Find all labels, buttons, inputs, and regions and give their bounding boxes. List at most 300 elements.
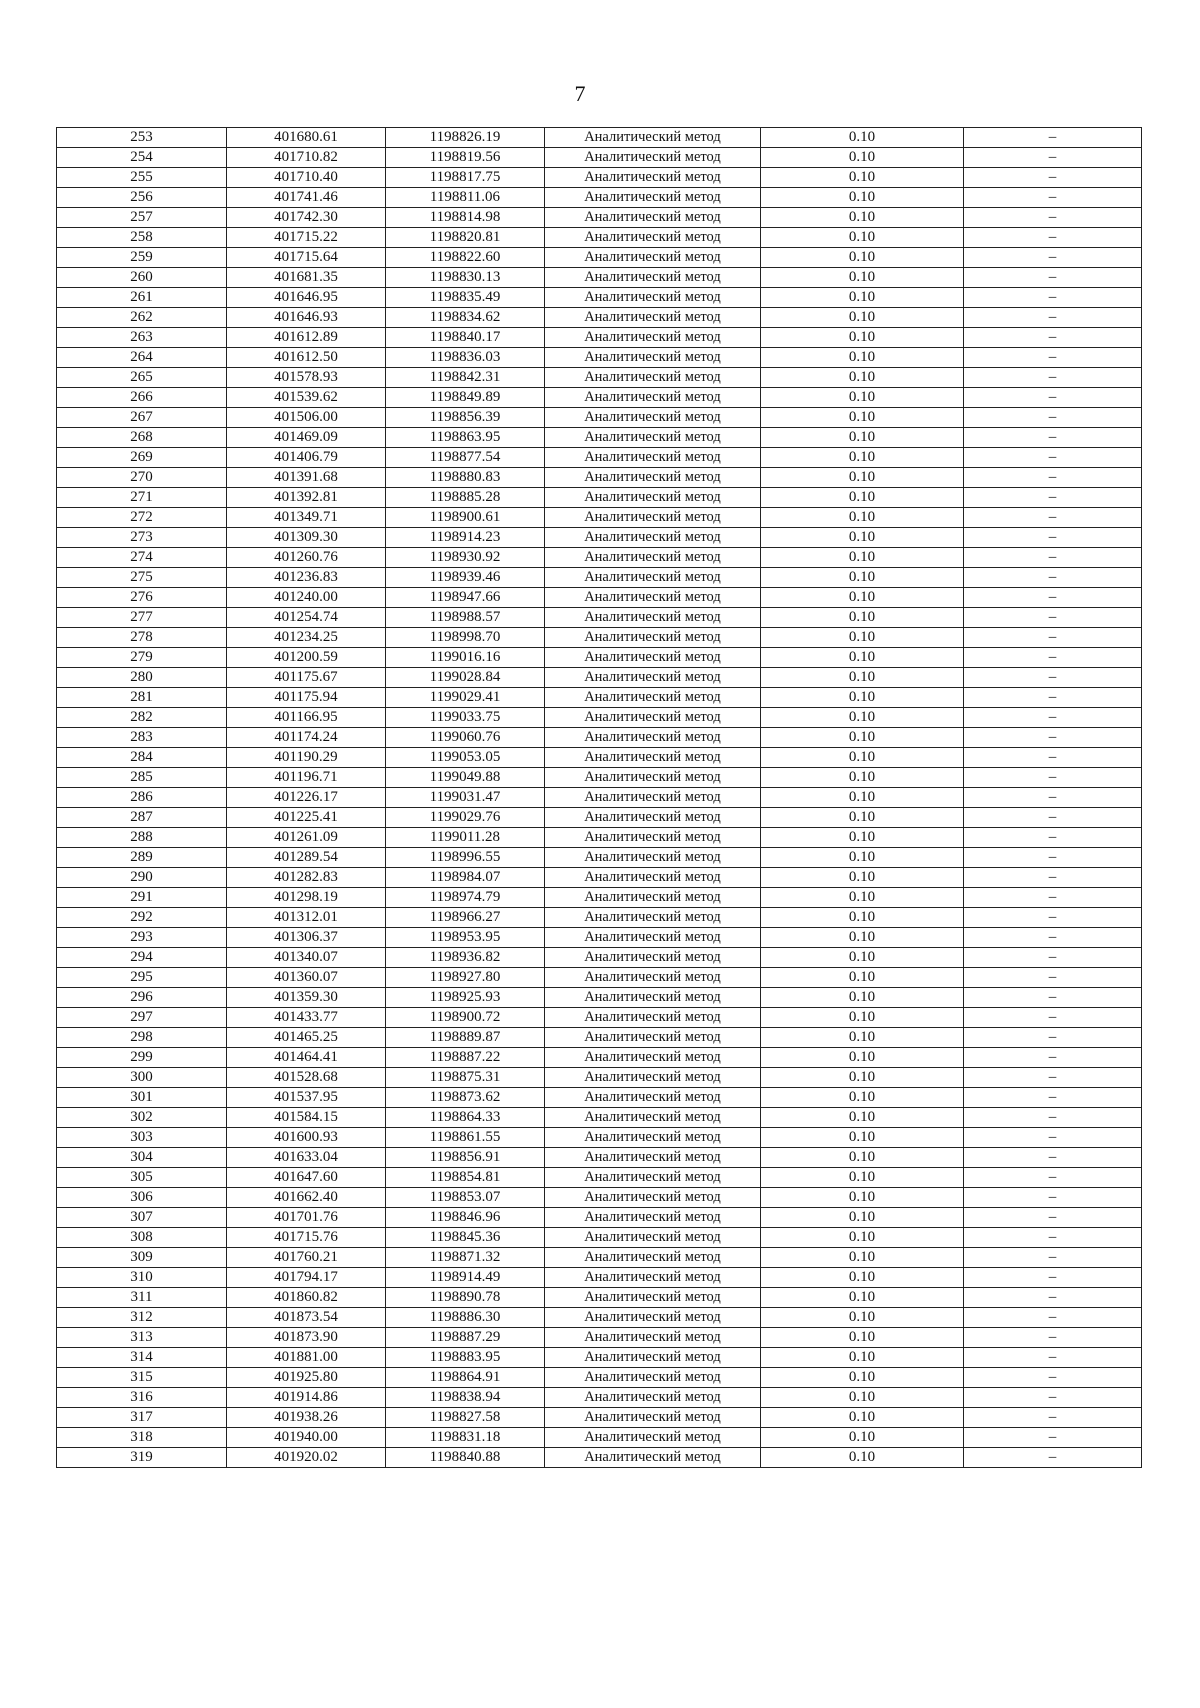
y-coordinate-cell: 1198830.13: [386, 268, 545, 288]
y-coordinate-cell: 1198900.61: [386, 508, 545, 528]
accuracy-cell: 0.10: [761, 208, 964, 228]
y-coordinate-cell: 1198811.06: [386, 188, 545, 208]
note-cell: –: [964, 1148, 1142, 1168]
y-coordinate-cell: 1199060.76: [386, 728, 545, 748]
point-number-cell: 283: [57, 728, 227, 748]
x-coordinate-cell: 401254.74: [227, 608, 386, 628]
accuracy-cell: 0.10: [761, 1348, 964, 1368]
x-coordinate-cell: 401715.64: [227, 248, 386, 268]
point-number-cell: 292: [57, 908, 227, 928]
method-cell: Аналитический метод: [545, 868, 761, 888]
x-coordinate-cell: 401340.07: [227, 948, 386, 968]
method-cell: Аналитический метод: [545, 728, 761, 748]
y-coordinate-cell: 1198875.31: [386, 1068, 545, 1088]
accuracy-cell: 0.10: [761, 1268, 964, 1288]
table-row: [57, 1388, 1142, 1408]
x-coordinate-cell: 401680.61: [227, 128, 386, 148]
y-coordinate-cell: 1198854.81: [386, 1168, 545, 1188]
method-cell: Аналитический метод: [545, 328, 761, 348]
note-cell: –: [964, 468, 1142, 488]
point-number-cell: 286: [57, 788, 227, 808]
table-row: [57, 1428, 1142, 1448]
table-row: [57, 928, 1142, 948]
table-row: [57, 1208, 1142, 1228]
accuracy-cell: 0.10: [761, 1448, 964, 1468]
note-cell: –: [964, 448, 1142, 468]
method-cell: Аналитический метод: [545, 968, 761, 988]
method-cell: Аналитический метод: [545, 448, 761, 468]
method-cell: Аналитический метод: [545, 308, 761, 328]
point-number-cell: 290: [57, 868, 227, 888]
table-row: [57, 1228, 1142, 1248]
accuracy-cell: 0.10: [761, 1248, 964, 1268]
table-row: [57, 728, 1142, 748]
x-coordinate-cell: 401914.86: [227, 1388, 386, 1408]
accuracy-cell: 0.10: [761, 228, 964, 248]
y-coordinate-cell: 1198900.72: [386, 1008, 545, 1028]
method-cell: Аналитический метод: [545, 1308, 761, 1328]
method-cell: Аналитический метод: [545, 168, 761, 188]
point-number-cell: 273: [57, 528, 227, 548]
point-number-cell: 294: [57, 948, 227, 968]
accuracy-cell: 0.10: [761, 848, 964, 868]
y-coordinate-cell: 1198838.94: [386, 1388, 545, 1408]
note-cell: –: [964, 368, 1142, 388]
note-cell: –: [964, 1008, 1142, 1028]
x-coordinate-cell: 401662.40: [227, 1188, 386, 1208]
method-cell: Аналитический метод: [545, 568, 761, 588]
x-coordinate-cell: 401282.83: [227, 868, 386, 888]
table-row: [57, 648, 1142, 668]
note-cell: –: [964, 768, 1142, 788]
y-coordinate-cell: 1198914.49: [386, 1268, 545, 1288]
method-cell: Аналитический метод: [545, 588, 761, 608]
x-coordinate-cell: 401289.54: [227, 848, 386, 868]
x-coordinate-cell: 401537.95: [227, 1088, 386, 1108]
note-cell: –: [964, 1188, 1142, 1208]
method-cell: Аналитический метод: [545, 1068, 761, 1088]
method-cell: Аналитический метод: [545, 1368, 761, 1388]
accuracy-cell: 0.10: [761, 1028, 964, 1048]
accuracy-cell: 0.10: [761, 408, 964, 428]
table-row: [57, 308, 1142, 328]
table-row: [57, 1108, 1142, 1128]
note-cell: –: [964, 268, 1142, 288]
note-cell: –: [964, 1288, 1142, 1308]
y-coordinate-cell: 1198819.56: [386, 148, 545, 168]
y-coordinate-cell: 1199011.28: [386, 828, 545, 848]
point-number-cell: 311: [57, 1288, 227, 1308]
x-coordinate-cell: 401715.22: [227, 228, 386, 248]
note-cell: –: [964, 628, 1142, 648]
accuracy-cell: 0.10: [761, 748, 964, 768]
note-cell: –: [964, 1048, 1142, 1068]
accuracy-cell: 0.10: [761, 1128, 964, 1148]
accuracy-cell: 0.10: [761, 368, 964, 388]
point-number-cell: 318: [57, 1428, 227, 1448]
note-cell: –: [964, 128, 1142, 148]
y-coordinate-cell: 1198974.79: [386, 888, 545, 908]
x-coordinate-cell: 401925.80: [227, 1368, 386, 1388]
accuracy-cell: 0.10: [761, 1048, 964, 1068]
note-cell: –: [964, 248, 1142, 268]
accuracy-cell: 0.10: [761, 528, 964, 548]
accuracy-cell: 0.10: [761, 1328, 964, 1348]
point-number-cell: 270: [57, 468, 227, 488]
x-coordinate-cell: 401175.94: [227, 688, 386, 708]
note-cell: –: [964, 328, 1142, 348]
y-coordinate-cell: 1198871.32: [386, 1248, 545, 1268]
method-cell: Аналитический метод: [545, 608, 761, 628]
x-coordinate-cell: 401465.25: [227, 1028, 386, 1048]
point-number-cell: 306: [57, 1188, 227, 1208]
x-coordinate-cell: 401681.35: [227, 268, 386, 288]
method-cell: Аналитический метод: [545, 788, 761, 808]
method-cell: Аналитический метод: [545, 808, 761, 828]
method-cell: Аналитический метод: [545, 548, 761, 568]
accuracy-cell: 0.10: [761, 888, 964, 908]
point-number-cell: 257: [57, 208, 227, 228]
accuracy-cell: 0.10: [761, 868, 964, 888]
method-cell: Аналитический метод: [545, 488, 761, 508]
y-coordinate-cell: 1198822.60: [386, 248, 545, 268]
accuracy-cell: 0.10: [761, 1228, 964, 1248]
note-cell: –: [964, 1388, 1142, 1408]
note-cell: –: [964, 868, 1142, 888]
x-coordinate-cell: 401175.67: [227, 668, 386, 688]
accuracy-cell: 0.10: [761, 928, 964, 948]
x-coordinate-cell: 401312.01: [227, 908, 386, 928]
table-row: [57, 1168, 1142, 1188]
point-number-cell: 265: [57, 368, 227, 388]
point-number-cell: 307: [57, 1208, 227, 1228]
point-number-cell: 259: [57, 248, 227, 268]
x-coordinate-cell: 401200.59: [227, 648, 386, 668]
x-coordinate-cell: 401646.95: [227, 288, 386, 308]
method-cell: Аналитический метод: [545, 1228, 761, 1248]
x-coordinate-cell: 401539.62: [227, 388, 386, 408]
x-coordinate-cell: 401600.93: [227, 1128, 386, 1148]
method-cell: Аналитический метод: [545, 1388, 761, 1408]
accuracy-cell: 0.10: [761, 1408, 964, 1428]
table-row: [57, 1068, 1142, 1088]
note-cell: –: [964, 408, 1142, 428]
method-cell: Аналитический метод: [545, 1188, 761, 1208]
y-coordinate-cell: 1198845.36: [386, 1228, 545, 1248]
table-row: [57, 708, 1142, 728]
method-cell: Аналитический метод: [545, 948, 761, 968]
y-coordinate-cell: 1198877.54: [386, 448, 545, 468]
point-number-cell: 275: [57, 568, 227, 588]
table-row: [57, 848, 1142, 868]
note-cell: –: [964, 208, 1142, 228]
x-coordinate-cell: 401433.77: [227, 1008, 386, 1028]
point-number-cell: 315: [57, 1368, 227, 1388]
accuracy-cell: 0.10: [761, 588, 964, 608]
x-coordinate-cell: 401715.76: [227, 1228, 386, 1248]
x-coordinate-cell: 401406.79: [227, 448, 386, 468]
method-cell: Аналитический метод: [545, 1128, 761, 1148]
note-cell: –: [964, 1248, 1142, 1268]
accuracy-cell: 0.10: [761, 668, 964, 688]
x-coordinate-cell: 401940.00: [227, 1428, 386, 1448]
table-row: [57, 1328, 1142, 1348]
method-cell: Аналитический метод: [545, 688, 761, 708]
accuracy-cell: 0.10: [761, 1388, 964, 1408]
table-row: [57, 1448, 1142, 1468]
method-cell: Аналитический метод: [545, 1348, 761, 1368]
y-coordinate-cell: 1199029.76: [386, 808, 545, 828]
y-coordinate-cell: 1198885.28: [386, 488, 545, 508]
point-number-cell: 253: [57, 128, 227, 148]
x-coordinate-cell: 401938.26: [227, 1408, 386, 1428]
table-row: [57, 328, 1142, 348]
accuracy-cell: 0.10: [761, 608, 964, 628]
table-row: [57, 248, 1142, 268]
table-row: [57, 548, 1142, 568]
accuracy-cell: 0.10: [761, 448, 964, 468]
y-coordinate-cell: 1198998.70: [386, 628, 545, 648]
accuracy-cell: 0.10: [761, 488, 964, 508]
point-number-cell: 264: [57, 348, 227, 368]
x-coordinate-cell: 401920.02: [227, 1448, 386, 1468]
accuracy-cell: 0.10: [761, 508, 964, 528]
y-coordinate-cell: 1198856.91: [386, 1148, 545, 1168]
method-cell: Аналитический метод: [545, 648, 761, 668]
y-coordinate-cell: 1198996.55: [386, 848, 545, 868]
note-cell: –: [964, 728, 1142, 748]
y-coordinate-cell: 1198834.62: [386, 308, 545, 328]
point-number-cell: 261: [57, 288, 227, 308]
table-row: [57, 1188, 1142, 1208]
note-cell: –: [964, 1168, 1142, 1188]
point-number-cell: 281: [57, 688, 227, 708]
table-row: [57, 788, 1142, 808]
y-coordinate-cell: 1198864.33: [386, 1108, 545, 1128]
note-cell: –: [964, 1088, 1142, 1108]
y-coordinate-cell: 1198853.07: [386, 1188, 545, 1208]
note-cell: –: [964, 188, 1142, 208]
x-coordinate-cell: 401298.19: [227, 888, 386, 908]
table-row: [57, 268, 1142, 288]
method-cell: Аналитический метод: [545, 1008, 761, 1028]
point-number-cell: 313: [57, 1328, 227, 1348]
y-coordinate-cell: 1198849.89: [386, 388, 545, 408]
method-cell: Аналитический метод: [545, 388, 761, 408]
x-coordinate-cell: 401647.60: [227, 1168, 386, 1188]
accuracy-cell: 0.10: [761, 788, 964, 808]
table-row: [57, 828, 1142, 848]
y-coordinate-cell: 1198953.95: [386, 928, 545, 948]
table-row: [57, 1048, 1142, 1068]
method-cell: Аналитический метод: [545, 148, 761, 168]
table-row: [57, 668, 1142, 688]
note-cell: –: [964, 668, 1142, 688]
y-coordinate-cell: 1198873.62: [386, 1088, 545, 1108]
table-row: [57, 508, 1142, 528]
table-row: [57, 368, 1142, 388]
method-cell: Аналитический метод: [545, 468, 761, 488]
x-coordinate-cell: 401166.95: [227, 708, 386, 728]
note-cell: –: [964, 548, 1142, 568]
point-number-cell: 271: [57, 488, 227, 508]
table-row: [57, 188, 1142, 208]
accuracy-cell: 0.10: [761, 768, 964, 788]
y-coordinate-cell: 1199049.88: [386, 768, 545, 788]
table-row: [57, 568, 1142, 588]
note-cell: –: [964, 1068, 1142, 1088]
x-coordinate-cell: 401469.09: [227, 428, 386, 448]
note-cell: –: [964, 388, 1142, 408]
method-cell: Аналитический метод: [545, 248, 761, 268]
y-coordinate-cell: 1198936.82: [386, 948, 545, 968]
accuracy-cell: 0.10: [761, 128, 964, 148]
point-number-cell: 317: [57, 1408, 227, 1428]
table-row: [57, 1128, 1142, 1148]
table-row: [57, 888, 1142, 908]
point-number-cell: 282: [57, 708, 227, 728]
y-coordinate-cell: 1198842.31: [386, 368, 545, 388]
method-cell: Аналитический метод: [545, 1248, 761, 1268]
point-number-cell: 278: [57, 628, 227, 648]
x-coordinate-cell: 401710.82: [227, 148, 386, 168]
table-row: [57, 908, 1142, 928]
note-cell: –: [964, 228, 1142, 248]
accuracy-cell: 0.10: [761, 268, 964, 288]
table-row: [57, 168, 1142, 188]
accuracy-cell: 0.10: [761, 1088, 964, 1108]
x-coordinate-cell: 401701.76: [227, 1208, 386, 1228]
point-number-cell: 268: [57, 428, 227, 448]
y-coordinate-cell: 1198836.03: [386, 348, 545, 368]
table-row: [57, 468, 1142, 488]
method-cell: Аналитический метод: [545, 428, 761, 448]
accuracy-cell: 0.10: [761, 248, 964, 268]
accuracy-cell: 0.10: [761, 1108, 964, 1128]
y-coordinate-cell: 1198814.98: [386, 208, 545, 228]
note-cell: –: [964, 588, 1142, 608]
y-coordinate-cell: 1198826.19: [386, 128, 545, 148]
y-coordinate-cell: 1198846.96: [386, 1208, 545, 1228]
method-cell: Аналитический метод: [545, 988, 761, 1008]
x-coordinate-cell: 401392.81: [227, 488, 386, 508]
x-coordinate-cell: 401190.29: [227, 748, 386, 768]
y-coordinate-cell: 1198820.81: [386, 228, 545, 248]
note-cell: –: [964, 888, 1142, 908]
x-coordinate-cell: 401612.50: [227, 348, 386, 368]
point-number-cell: 289: [57, 848, 227, 868]
accuracy-cell: 0.10: [761, 988, 964, 1008]
point-number-cell: 266: [57, 388, 227, 408]
table-row: [57, 1028, 1142, 1048]
x-coordinate-cell: 401349.71: [227, 508, 386, 528]
y-coordinate-cell: 1198817.75: [386, 168, 545, 188]
note-cell: –: [964, 1028, 1142, 1048]
table-row: [57, 388, 1142, 408]
note-cell: –: [964, 1408, 1142, 1428]
table-row: [57, 128, 1142, 148]
accuracy-cell: 0.10: [761, 1188, 964, 1208]
point-number-cell: 316: [57, 1388, 227, 1408]
y-coordinate-cell: 1199028.84: [386, 668, 545, 688]
note-cell: –: [964, 848, 1142, 868]
accuracy-cell: 0.10: [761, 328, 964, 348]
y-coordinate-cell: 1198939.46: [386, 568, 545, 588]
accuracy-cell: 0.10: [761, 388, 964, 408]
point-number-cell: 272: [57, 508, 227, 528]
accuracy-cell: 0.10: [761, 428, 964, 448]
method-cell: Аналитический метод: [545, 1328, 761, 1348]
accuracy-cell: 0.10: [761, 1148, 964, 1168]
y-coordinate-cell: 1198880.83: [386, 468, 545, 488]
point-number-cell: 277: [57, 608, 227, 628]
accuracy-cell: 0.10: [761, 548, 964, 568]
accuracy-cell: 0.10: [761, 908, 964, 928]
point-number-cell: 300: [57, 1068, 227, 1088]
y-coordinate-cell: 1198927.80: [386, 968, 545, 988]
point-number-cell: 256: [57, 188, 227, 208]
point-number-cell: 284: [57, 748, 227, 768]
method-cell: Аналитический метод: [545, 1288, 761, 1308]
method-cell: Аналитический метод: [545, 888, 761, 908]
y-coordinate-cell: 1198966.27: [386, 908, 545, 928]
x-coordinate-cell: 401633.04: [227, 1148, 386, 1168]
x-coordinate-cell: 401196.71: [227, 768, 386, 788]
method-cell: Аналитический метод: [545, 1268, 761, 1288]
method-cell: Аналитический метод: [545, 288, 761, 308]
table-row: [57, 1088, 1142, 1108]
table-row: [57, 948, 1142, 968]
note-cell: –: [964, 608, 1142, 628]
point-number-cell: 276: [57, 588, 227, 608]
point-number-cell: 310: [57, 1268, 227, 1288]
note-cell: –: [964, 1228, 1142, 1248]
coordinates-table-body: [57, 128, 1142, 1468]
x-coordinate-cell: 401240.00: [227, 588, 386, 608]
table-row: [57, 748, 1142, 768]
x-coordinate-cell: 401261.09: [227, 828, 386, 848]
note-cell: –: [964, 688, 1142, 708]
table-row: [57, 148, 1142, 168]
y-coordinate-cell: 1198840.88: [386, 1448, 545, 1468]
note-cell: –: [964, 1328, 1142, 1348]
table-row: [57, 868, 1142, 888]
accuracy-cell: 0.10: [761, 808, 964, 828]
method-cell: Аналитический метод: [545, 748, 761, 768]
y-coordinate-cell: 1198864.91: [386, 1368, 545, 1388]
x-coordinate-cell: 401464.41: [227, 1048, 386, 1068]
note-cell: –: [964, 1348, 1142, 1368]
method-cell: Аналитический метод: [545, 528, 761, 548]
note-cell: –: [964, 648, 1142, 668]
table-row: [57, 688, 1142, 708]
table-row: [57, 528, 1142, 548]
point-number-cell: 288: [57, 828, 227, 848]
point-number-cell: 269: [57, 448, 227, 468]
y-coordinate-cell: 1199053.05: [386, 748, 545, 768]
x-coordinate-cell: 401860.82: [227, 1288, 386, 1308]
accuracy-cell: 0.10: [761, 188, 964, 208]
y-coordinate-cell: 1198863.95: [386, 428, 545, 448]
accuracy-cell: 0.10: [761, 1308, 964, 1328]
note-cell: –: [964, 1208, 1142, 1228]
note-cell: –: [964, 908, 1142, 928]
note-cell: –: [964, 968, 1142, 988]
note-cell: –: [964, 828, 1142, 848]
table-row: [57, 608, 1142, 628]
y-coordinate-cell: 1198988.57: [386, 608, 545, 628]
table-row: [57, 448, 1142, 468]
